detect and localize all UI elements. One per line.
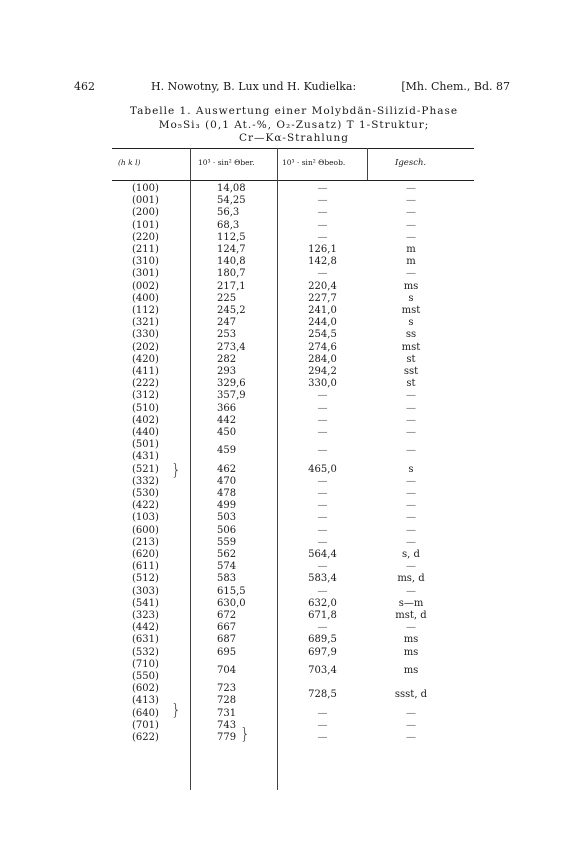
intensity-cell: —	[406, 195, 416, 207]
column-header-sin2-observed: 10³ · sin² Θbeob.	[282, 158, 346, 167]
calculated-cell: 615,5	[217, 585, 246, 597]
calculated-cell: 357,9	[217, 390, 246, 402]
hkl-cell: (420)	[132, 353, 159, 365]
table-row	[0, 561, 576, 573]
table-row	[0, 634, 576, 646]
intensity-cell: mst	[401, 305, 421, 316]
hkl-cell: (411)	[132, 366, 159, 377]
calculated-cell: 217,1	[217, 280, 246, 292]
calculated-cell: 728	[217, 695, 237, 707]
calculated-cell: 68,3	[217, 219, 240, 231]
intensity-cell: —	[406, 183, 416, 194]
calculated-cell: 667	[217, 622, 237, 634]
intensity-cell: st	[406, 378, 416, 390]
calculated-cell: 180,7	[217, 268, 246, 280]
table-row	[0, 183, 576, 195]
observed-cell: —	[317, 622, 328, 634]
observed-cell: —	[317, 231, 328, 243]
observed-cell: —	[317, 488, 328, 499]
observed-cell: 220,4	[308, 280, 337, 292]
calculated-cell: 583	[217, 573, 237, 585]
hkl-cell: (541)	[132, 597, 159, 609]
observed-cell: —	[317, 536, 328, 548]
intensity-cell: —	[406, 219, 416, 231]
observed-cell: 244,0	[308, 317, 337, 329]
intensity-cell: st	[406, 353, 416, 365]
observed-cell: 728,5	[308, 689, 337, 701]
brace-710-550: }	[171, 700, 182, 719]
calculated-cell: 56,3	[217, 207, 240, 219]
observed-cell: 632,0	[308, 597, 337, 609]
hkl-cell: (710)	[132, 658, 159, 670]
hkl-cell: (213)	[132, 536, 159, 548]
calculated-cell: 462	[217, 463, 237, 475]
calculated-cell: 14,08	[217, 183, 246, 194]
calculated-cell: 124,7	[217, 244, 246, 255]
calculated-cell: 672	[217, 610, 237, 621]
hkl-cell: (330)	[132, 329, 159, 341]
table-row	[0, 537, 576, 549]
intensity-cell: ms, d	[397, 573, 425, 585]
hkl-cell: (442)	[132, 622, 159, 634]
calculated-cell: 630,0	[217, 597, 246, 609]
observed-cell: —	[317, 719, 328, 731]
hkl-cell: (103)	[132, 512, 159, 524]
hkl-cell: (312)	[132, 390, 159, 402]
intensity-cell: ms	[403, 634, 419, 646]
hkl-cell: (100)	[132, 183, 159, 194]
calculated-cell: 695	[217, 646, 237, 658]
hkl-cell: (521)	[132, 463, 159, 475]
intensity-cell: —	[406, 231, 416, 243]
column-header-intensity: Igesch.	[395, 158, 427, 168]
table-row	[0, 488, 576, 500]
observed-cell: 671,8	[308, 610, 337, 621]
table-row	[0, 476, 576, 488]
observed-cell: —	[317, 561, 328, 573]
intensity-cell: —	[406, 707, 416, 719]
hkl-cell: (402)	[132, 414, 159, 426]
intensity-cell: —	[406, 585, 416, 597]
intensity-cell: —	[406, 500, 416, 512]
intensity-cell: ms	[403, 665, 419, 676]
calculated-cell: 247	[217, 317, 237, 329]
table-row	[0, 378, 576, 390]
observed-cell: —	[317, 732, 328, 743]
hkl-cell: (620)	[132, 549, 159, 560]
intensity-cell: s	[408, 463, 414, 475]
observed-cell: 126,1	[308, 244, 337, 255]
hkl-cell: (001)	[132, 195, 159, 207]
calculated-cell: 140,8	[217, 256, 246, 268]
hkl-cell: (440)	[132, 427, 159, 438]
observed-cell: —	[317, 390, 328, 402]
hkl-cell: (323)	[132, 610, 159, 621]
hkl-cell: (332)	[132, 475, 159, 487]
observed-cell: 274,6	[308, 341, 337, 353]
column-header-hkl: (h k l)	[118, 158, 141, 167]
table-row	[0, 342, 576, 354]
calculated-cell: 112,5	[217, 231, 246, 243]
intensity-cell: —	[406, 414, 416, 426]
running-head-journal: [Mh. Chem., Bd. 87	[401, 80, 510, 93]
table-row	[0, 460, 576, 479]
calculated-cell: 503	[217, 512, 237, 524]
hkl-cell: (002)	[132, 280, 159, 292]
observed-cell: 465,0	[308, 463, 337, 475]
intensity-cell: —	[406, 427, 416, 438]
hkl-cell: (602)	[132, 683, 159, 695]
intensity-cell: mst, d	[395, 610, 427, 621]
calculated-cell: 282	[217, 353, 237, 365]
hkl-cell: (101)	[132, 219, 159, 231]
table-row	[0, 665, 576, 683]
intensity-cell: m	[406, 244, 416, 255]
table-row	[0, 281, 576, 293]
calculated-cell: 293	[217, 366, 237, 377]
table-row	[0, 525, 576, 537]
intensity-cell: ssst, d	[394, 689, 428, 701]
table-row	[0, 647, 576, 659]
hkl-cell: (611)	[132, 561, 159, 573]
intensity-cell: —	[406, 402, 416, 414]
hkl-cell: (530)	[132, 488, 159, 499]
table-caption	[110, 105, 478, 146]
calculated-cell: 704	[217, 665, 237, 676]
intensity-cell: m	[406, 256, 416, 268]
hkl-cell: (550)	[132, 671, 159, 682]
caption-line-3: Cr—Kα-Strahlung	[238, 132, 350, 144]
observed-cell: 241,0	[308, 305, 337, 316]
hkl-cell: (622)	[132, 732, 159, 743]
table-row	[0, 586, 576, 598]
table-row	[0, 610, 576, 622]
table-top-rule	[112, 148, 474, 149]
observed-cell: —	[317, 707, 328, 719]
calculated-cell: 574	[217, 561, 237, 573]
observed-cell: 330,0	[308, 378, 337, 390]
intensity-cell: ms	[403, 280, 419, 292]
calculated-cell: 442	[217, 414, 237, 426]
calculated-cell: 225	[217, 292, 237, 304]
observed-cell: —	[317, 445, 328, 457]
calculated-cell: 779	[217, 732, 237, 743]
hkl-cell: (431)	[132, 451, 159, 463]
hkl-cell: (310)	[132, 256, 159, 268]
hkl-cell: (400)	[132, 292, 159, 304]
intensity-cell: s	[408, 292, 414, 304]
column-divider-3	[367, 148, 368, 180]
calculated-cell: 559	[217, 536, 237, 548]
intensity-cell: —	[406, 561, 416, 573]
intensity-cell: —	[406, 719, 416, 731]
calculated-cell: 366	[217, 402, 237, 414]
table-row	[0, 512, 576, 524]
table-row	[0, 732, 576, 744]
table-row	[0, 329, 576, 341]
intensity-cell: —	[406, 732, 416, 743]
page-number: 462	[74, 80, 95, 93]
observed-cell: —	[317, 195, 328, 207]
table-row	[0, 232, 576, 244]
observed-cell: 227,7	[308, 292, 337, 304]
calculated-cell: 459	[217, 445, 237, 457]
observed-cell: —	[317, 219, 328, 231]
hkl-cell: (600)	[132, 524, 159, 536]
intensity-cell: s	[408, 317, 414, 329]
intensity-cell: ms	[403, 646, 419, 658]
hkl-cell: (321)	[132, 317, 159, 329]
table-row	[0, 305, 576, 317]
observed-cell: 697,9	[308, 646, 337, 658]
hkl-cell: (640)	[132, 707, 159, 719]
calculated-cell: 506	[217, 524, 237, 536]
hkl-cell: (413)	[132, 695, 159, 707]
intensity-cell: —	[406, 622, 416, 634]
brace-723-728: }	[240, 724, 251, 743]
observed-cell: —	[317, 500, 328, 512]
hkl-cell: (631)	[132, 634, 159, 646]
hkl-cell: (512)	[132, 573, 159, 585]
table-row	[0, 390, 576, 402]
calculated-cell: 687	[217, 634, 237, 646]
table-row	[0, 366, 576, 378]
hkl-cell: (510)	[132, 402, 159, 414]
observed-cell: 703,4	[308, 665, 337, 676]
calculated-cell: 723	[217, 683, 237, 695]
observed-cell: 254,5	[308, 329, 337, 341]
table-row	[0, 268, 576, 280]
observed-cell: 284,0	[308, 353, 337, 365]
hkl-cell: (301)	[132, 268, 159, 280]
intensity-cell: —	[406, 207, 416, 219]
observed-cell: —	[317, 524, 328, 536]
observed-cell: —	[317, 512, 328, 524]
observed-cell: 689,5	[308, 634, 337, 646]
table-row	[0, 427, 576, 439]
intensity-cell: —	[406, 390, 416, 402]
calculated-cell: 470	[217, 475, 237, 487]
hkl-cell: (222)	[132, 378, 159, 390]
observed-cell: —	[317, 268, 328, 280]
observed-cell: 583,4	[308, 573, 337, 585]
table-row	[0, 500, 576, 512]
table-row	[0, 708, 576, 720]
intensity-cell: ss	[405, 329, 417, 341]
intensity-cell: —	[406, 512, 416, 524]
observed-cell: —	[317, 207, 328, 219]
table-row	[0, 256, 576, 268]
table-row	[0, 622, 576, 634]
intensity-cell: s—m	[398, 597, 424, 609]
hkl-cell: (200)	[132, 207, 159, 219]
calculated-cell: 450	[217, 427, 237, 438]
hkl-cell: (701)	[132, 719, 159, 731]
calculated-cell: 329,6	[217, 378, 246, 390]
calculated-cell: 499	[217, 500, 237, 512]
table-row	[0, 403, 576, 415]
table-row	[0, 207, 576, 219]
calculated-cell: 54,25	[217, 195, 246, 207]
intensity-cell: sst	[403, 366, 419, 377]
running-head-authors: H. Nowotny, B. Lux und H. Kudielka:	[151, 80, 357, 93]
observed-cell: 294,2	[308, 366, 337, 377]
hkl-cell: (532)	[132, 646, 159, 658]
intensity-cell: —	[406, 524, 416, 536]
table-row	[0, 220, 576, 232]
intensity-cell: —	[406, 536, 416, 548]
calculated-cell: 478	[217, 488, 237, 499]
calculated-cell: 562	[217, 549, 237, 560]
hkl-cell: (112)	[132, 305, 159, 316]
calculated-cell: 273,4	[217, 341, 246, 353]
caption-line-2: Mo₅Si₃ (0,1 At.-%, O₂-Zusatz) T 1-Struktur;	[158, 118, 430, 131]
observed-cell: —	[317, 402, 328, 414]
intensity-cell: —	[406, 488, 416, 499]
intensity-cell: s, d	[402, 549, 420, 560]
hkl-cell: (422)	[132, 500, 159, 512]
hkl-cell: (220)	[132, 231, 159, 243]
table-row	[0, 354, 576, 366]
observed-cell: 564,4	[308, 549, 337, 560]
table-row	[0, 573, 576, 585]
observed-cell: —	[317, 427, 328, 438]
intensity-cell: —	[406, 445, 416, 457]
observed-cell: —	[317, 475, 328, 487]
brace-501-431: }	[171, 460, 182, 479]
intensity-cell: —	[406, 268, 416, 280]
hkl-cell: (211)	[132, 244, 159, 255]
table-row	[0, 415, 576, 427]
table-row	[0, 549, 576, 561]
table-row	[0, 598, 576, 610]
observed-cell: 142,8	[308, 256, 337, 268]
hkl-cell: (501)	[132, 439, 159, 451]
hkl-cell: (303)	[132, 585, 159, 597]
intensity-cell: —	[406, 475, 416, 487]
hkl-cell: (202)	[132, 341, 159, 353]
calculated-cell: 731	[217, 707, 237, 719]
table-row	[0, 720, 576, 732]
table-row	[0, 244, 576, 256]
calculated-cell: 743	[217, 719, 237, 731]
calculated-cell: 253	[217, 329, 237, 341]
table-row	[0, 293, 576, 305]
column-header-sin2-calculated: 10³ · sin² Θber.	[198, 158, 255, 167]
table-row	[0, 195, 576, 207]
observed-cell: —	[317, 585, 328, 597]
intensity-cell: mst	[401, 341, 421, 353]
calculated-cell: 245,2	[217, 305, 246, 316]
table-row	[0, 317, 576, 329]
observed-cell: —	[317, 183, 328, 194]
observed-cell: —	[317, 414, 328, 426]
table-header-rule	[112, 180, 474, 181]
caption-line-1: Tabelle 1. Auswertung einer Molybdän-Silizid-Phase	[129, 105, 459, 117]
